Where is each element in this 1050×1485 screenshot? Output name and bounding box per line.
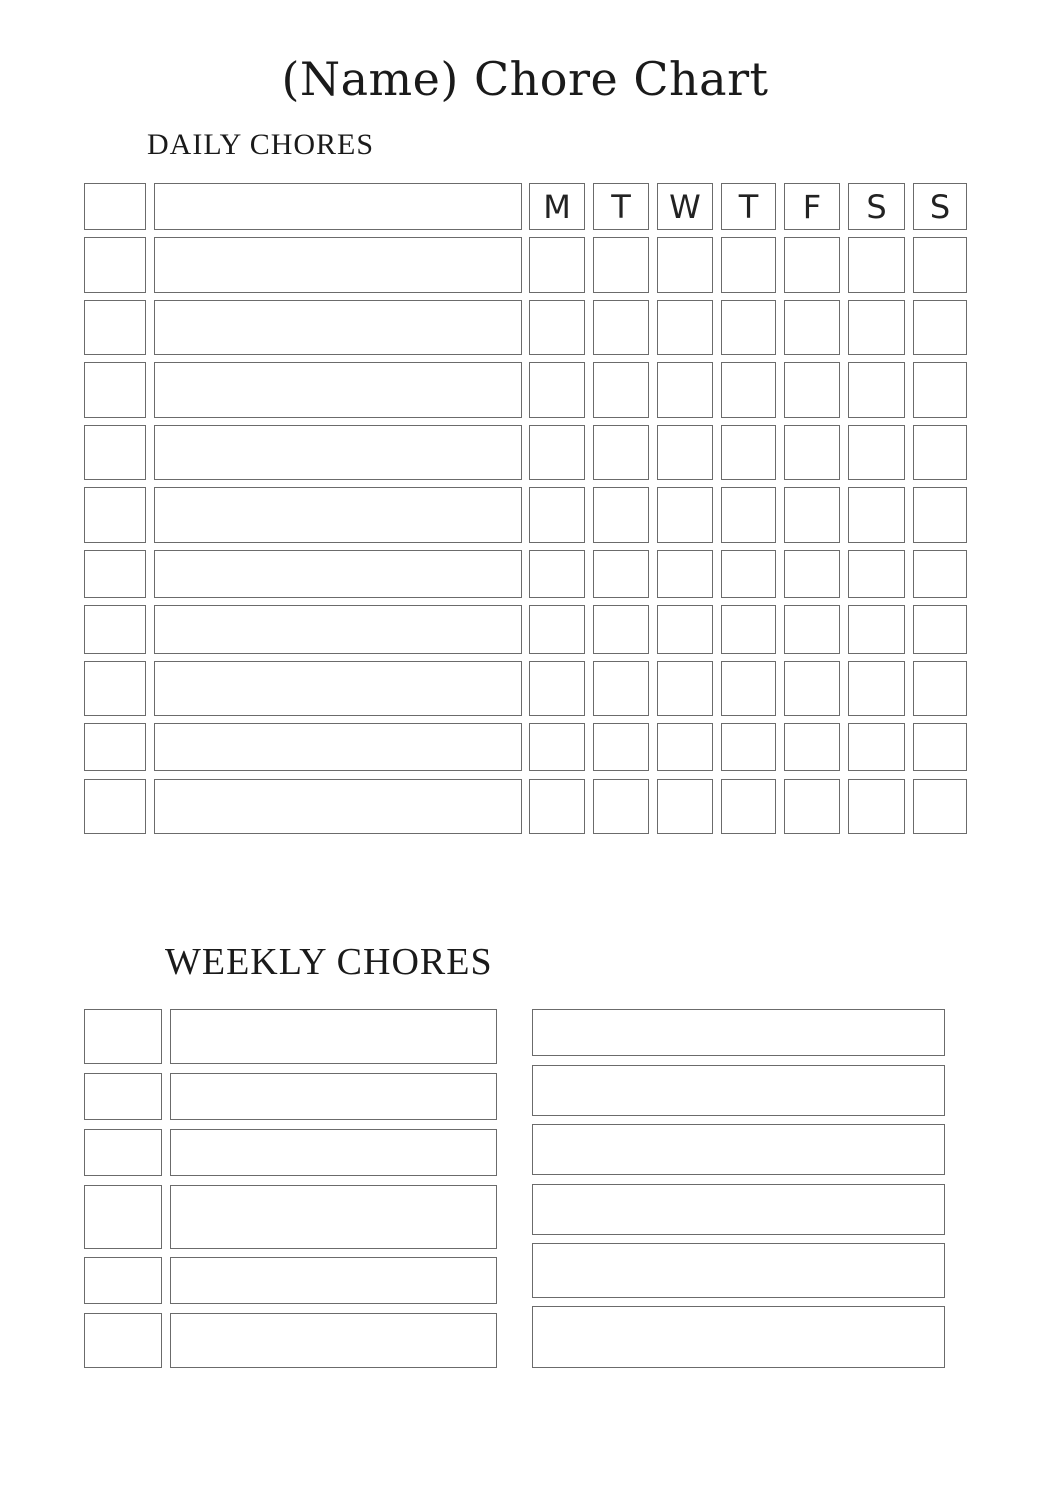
daily-day-checkbox[interactable] [657,550,713,598]
daily-day-checkbox[interactable] [529,237,585,293]
daily-day-checkbox[interactable] [848,723,905,771]
daily-row-chore-field[interactable] [154,362,522,418]
daily-day-checkbox[interactable] [784,779,840,834]
daily-header-checkbox-cell [84,183,146,230]
day-header-5: S [848,183,905,230]
daily-day-checkbox[interactable] [848,237,905,293]
daily-row-checkbox[interactable] [84,661,146,716]
daily-row-chore-field[interactable] [154,779,522,834]
daily-day-checkbox[interactable] [721,237,776,293]
daily-day-checkbox[interactable] [593,425,649,480]
daily-day-checkbox[interactable] [529,550,585,598]
daily-day-checkbox[interactable] [593,362,649,418]
daily-row-chore-field[interactable] [154,661,522,716]
daily-day-checkbox[interactable] [529,362,585,418]
daily-row-chore-field[interactable] [154,425,522,480]
daily-day-checkbox[interactable] [593,300,649,355]
daily-day-checkbox[interactable] [657,487,713,543]
weekly-row-checkbox[interactable] [84,1009,162,1064]
daily-chores-heading: DAILY CHORES [147,128,375,161]
daily-row-checkbox[interactable] [84,425,146,480]
weekly-row-checkbox[interactable] [84,1257,162,1304]
daily-day-checkbox[interactable] [913,300,967,355]
daily-day-checkbox[interactable] [721,425,776,480]
daily-day-checkbox[interactable] [784,605,840,654]
daily-day-checkbox[interactable] [784,661,840,716]
daily-row-checkbox[interactable] [84,779,146,834]
daily-row-chore-field[interactable] [154,237,522,293]
daily-day-checkbox[interactable] [913,487,967,543]
daily-day-checkbox[interactable] [913,362,967,418]
daily-day-checkbox[interactable] [529,661,585,716]
daily-day-checkbox[interactable] [529,300,585,355]
daily-day-checkbox[interactable] [657,425,713,480]
day-header-4: F [784,183,840,230]
weekly-notes-field[interactable] [532,1009,945,1056]
daily-day-checkbox[interactable] [529,605,585,654]
weekly-row-chore-field[interactable] [170,1185,497,1249]
daily-day-checkbox[interactable] [784,362,840,418]
weekly-row-chore-field[interactable] [170,1257,497,1304]
weekly-row-chore-field[interactable] [170,1129,497,1176]
daily-day-checkbox[interactable] [593,550,649,598]
daily-day-checkbox[interactable] [913,723,967,771]
daily-day-checkbox[interactable] [848,661,905,716]
daily-row-checkbox[interactable] [84,300,146,355]
daily-day-checkbox[interactable] [657,362,713,418]
daily-day-checkbox[interactable] [848,362,905,418]
weekly-row-checkbox[interactable] [84,1073,162,1120]
daily-day-checkbox[interactable] [721,661,776,716]
daily-day-checkbox[interactable] [593,487,649,543]
weekly-row-chore-field[interactable] [170,1009,497,1064]
daily-row-chore-field[interactable] [154,550,522,598]
daily-day-checkbox[interactable] [721,362,776,418]
weekly-row-chore-field[interactable] [170,1073,497,1120]
daily-day-checkbox[interactable] [593,723,649,771]
day-header-2: W [657,183,713,230]
daily-day-checkbox[interactable] [784,550,840,598]
daily-day-checkbox[interactable] [529,425,585,480]
weekly-row-chore-field[interactable] [170,1313,497,1368]
day-header-1: T [593,183,649,230]
daily-row-checkbox[interactable] [84,605,146,654]
daily-day-checkbox[interactable] [657,779,713,834]
daily-day-checkbox[interactable] [593,661,649,716]
daily-day-checkbox[interactable] [593,779,649,834]
daily-day-checkbox[interactable] [848,425,905,480]
weekly-chores-heading: WEEKLY CHORES [165,941,493,983]
day-header-3: T [721,183,776,230]
daily-day-checkbox[interactable] [529,779,585,834]
daily-row-checkbox[interactable] [84,550,146,598]
daily-day-checkbox[interactable] [721,723,776,771]
daily-day-checkbox[interactable] [529,723,585,771]
daily-day-checkbox[interactable] [913,550,967,598]
daily-day-checkbox[interactable] [593,605,649,654]
daily-day-checkbox[interactable] [848,300,905,355]
daily-row-checkbox[interactable] [84,237,146,293]
weekly-row-checkbox[interactable] [84,1129,162,1176]
daily-day-checkbox[interactable] [657,605,713,654]
daily-day-checkbox[interactable] [657,237,713,293]
daily-day-checkbox[interactable] [657,723,713,771]
daily-row-chore-field[interactable] [154,487,522,543]
daily-day-checkbox[interactable] [593,237,649,293]
daily-row-chore-field[interactable] [154,605,522,654]
day-header-0: M [529,183,585,230]
daily-day-checkbox[interactable] [721,605,776,654]
daily-day-checkbox[interactable] [913,779,967,834]
page-title: (Name) Chore Chart [281,52,769,106]
weekly-notes-field[interactable] [532,1184,945,1235]
weekly-notes-field[interactable] [532,1306,945,1368]
daily-day-checkbox[interactable] [784,487,840,543]
weekly-row-checkbox[interactable] [84,1313,162,1368]
weekly-notes-field[interactable] [532,1065,945,1116]
daily-day-checkbox[interactable] [913,605,967,654]
daily-day-checkbox[interactable] [848,487,905,543]
daily-day-checkbox[interactable] [784,237,840,293]
daily-day-checkbox[interactable] [657,661,713,716]
daily-day-checkbox[interactable] [721,487,776,543]
daily-day-checkbox[interactable] [848,605,905,654]
daily-day-checkbox[interactable] [913,425,967,480]
daily-day-checkbox[interactable] [784,300,840,355]
daily-row-chore-field[interactable] [154,300,522,355]
daily-row-checkbox[interactable] [84,487,146,543]
daily-day-checkbox[interactable] [721,550,776,598]
weekly-notes-field[interactable] [532,1124,945,1175]
daily-day-checkbox[interactable] [721,779,776,834]
daily-row-checkbox[interactable] [84,362,146,418]
daily-day-checkbox[interactable] [657,300,713,355]
daily-row-checkbox[interactable] [84,723,146,771]
daily-header-chore-cell [154,183,522,230]
daily-day-checkbox[interactable] [848,550,905,598]
daily-day-checkbox[interactable] [529,487,585,543]
weekly-notes-field[interactable] [532,1243,945,1298]
daily-day-checkbox[interactable] [721,300,776,355]
daily-day-checkbox[interactable] [913,237,967,293]
daily-row-chore-field[interactable] [154,723,522,771]
weekly-row-checkbox[interactable] [84,1185,162,1249]
daily-day-checkbox[interactable] [784,425,840,480]
daily-day-checkbox[interactable] [848,779,905,834]
daily-day-checkbox[interactable] [913,661,967,716]
daily-day-checkbox[interactable] [784,723,840,771]
day-header-6: S [913,183,967,230]
